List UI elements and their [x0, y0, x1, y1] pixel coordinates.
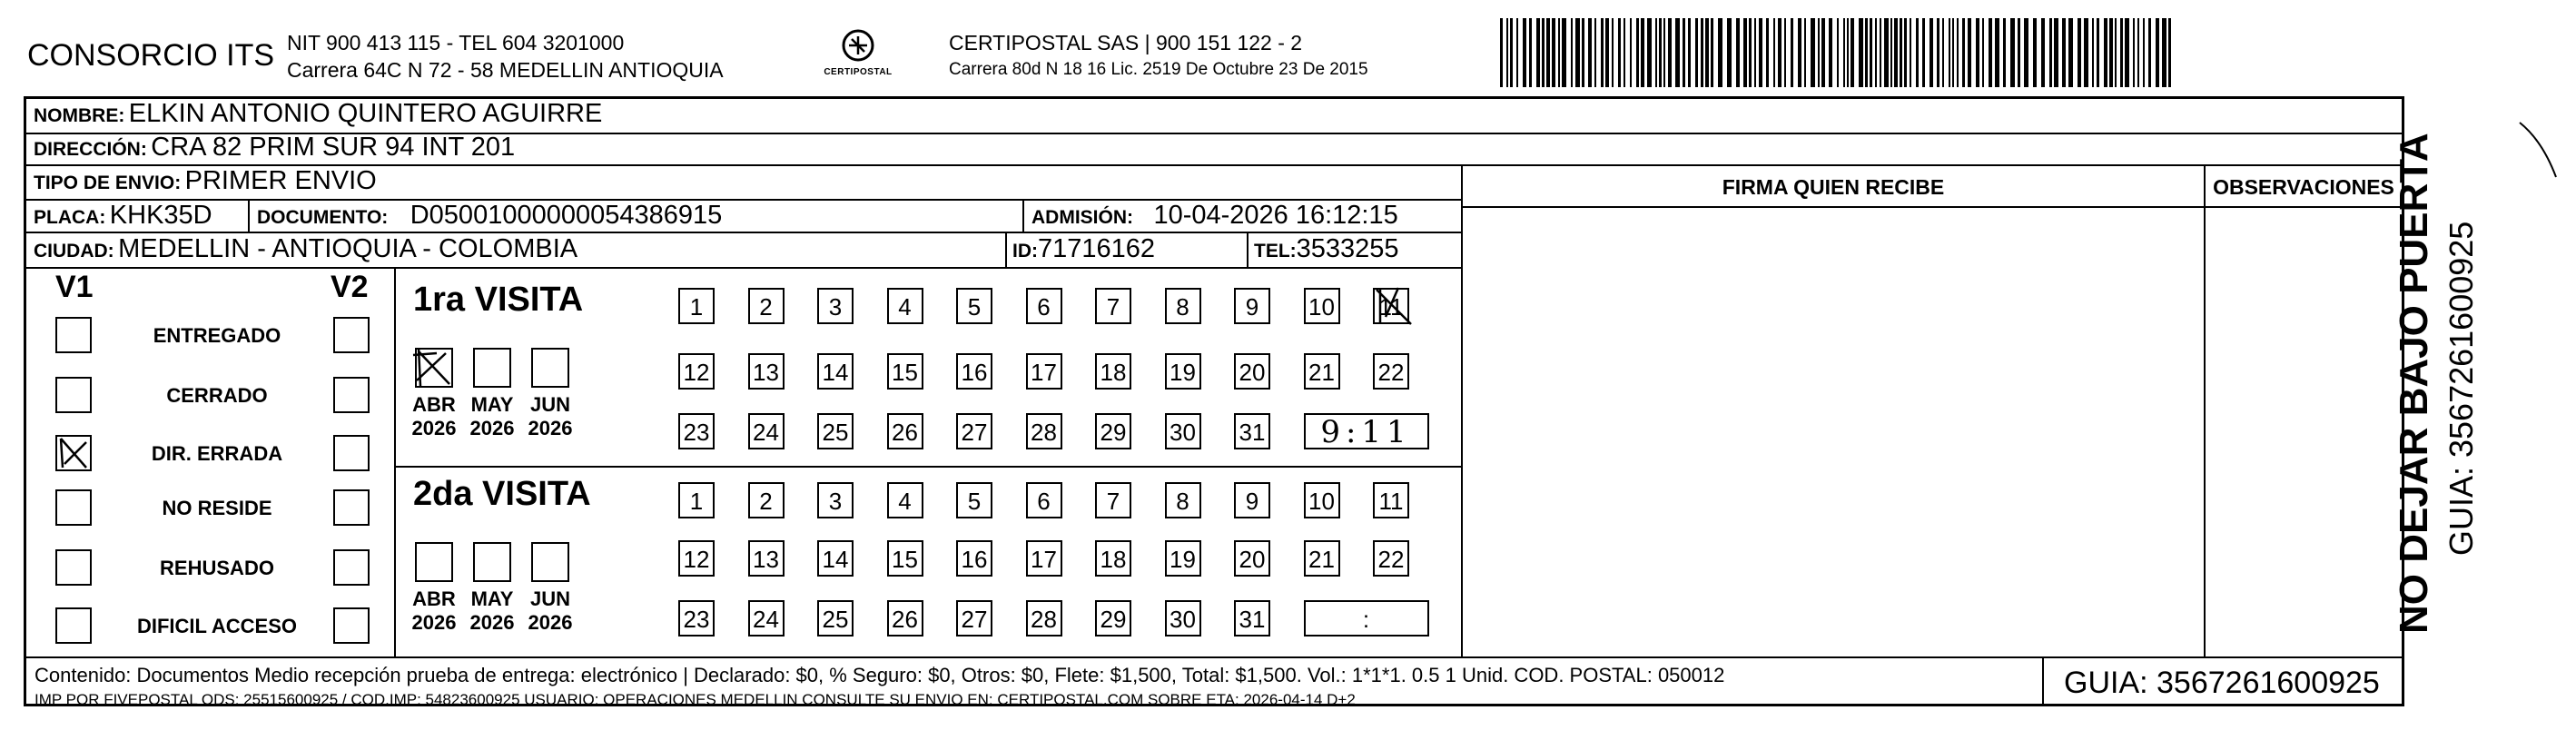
recipient-address: DIRECCIÓN: CRA 82 PRIM SUR 94 INT 201 [34, 133, 516, 162]
day-checkbox[interactable]: 7 [1095, 288, 1131, 324]
v2-checkbox[interactable] [333, 317, 370, 353]
day-checkbox[interactable]: 1 [678, 482, 715, 518]
v2-checkbox[interactable] [333, 435, 370, 471]
visit-time-box[interactable]: : [1304, 600, 1429, 637]
day-checkbox[interactable]: 9 [1234, 288, 1270, 324]
day-checkbox[interactable]: 16 [956, 540, 992, 577]
v2-header: V2 [331, 270, 369, 304]
status-label: NO RESIDE [162, 497, 272, 519]
v2-checkbox[interactable] [333, 549, 370, 586]
day-checkbox[interactable]: 27 [956, 413, 992, 449]
day-checkbox[interactable]: 26 [887, 600, 923, 637]
day-checkbox[interactable]: 14 [817, 353, 854, 390]
shipment-type: TIPO DE ENVIO: PRIMER ENVIO [34, 166, 377, 195]
v1-checkbox[interactable] [55, 317, 92, 353]
day-checkbox[interactable]: 13 [748, 540, 785, 577]
logo-text: CERTIPOSTAL [824, 67, 893, 77]
day-checkbox[interactable]: 22 [1373, 353, 1409, 390]
day-checkbox[interactable]: 11 [1373, 288, 1409, 324]
visit-time-box[interactable]: 9:11 [1304, 413, 1429, 449]
observations-area[interactable] [2206, 208, 2400, 655]
day-checkbox[interactable]: 29 [1095, 600, 1131, 637]
courier-info [949, 29, 1368, 84]
day-checkbox[interactable]: 7 [1095, 482, 1131, 518]
day-checkbox[interactable]: 21 [1304, 540, 1340, 577]
status-label: CERRADO [166, 384, 268, 407]
observations-header: OBSERVACIONES [2213, 175, 2394, 199]
day-checkbox[interactable]: 20 [1234, 353, 1270, 390]
content-details: Contenido: Documentos Medio recepción prueba de entrega: electrónico | Declarado: $0, % Seguro: $0, Otros: $0, Flete: $1,500, Total: $1,500. Vol.: 1*1*1. 0.5 1 Unid. COD. POSTAL: 050012 [35, 664, 1725, 686]
month-label: ABR 2026 [411, 393, 457, 439]
day-checkbox[interactable]: 1 [678, 288, 715, 324]
v1-checkbox[interactable] [55, 489, 92, 526]
day-checkbox[interactable]: 31 [1234, 600, 1270, 637]
tel-field: TEL:3533255 [1254, 234, 1399, 263]
day-checkbox[interactable]: 28 [1026, 413, 1062, 449]
status-label: DIR. ERRADA [151, 442, 283, 465]
day-checkbox[interactable]: 3 [817, 482, 854, 518]
company-name: CONSORCIO ITS [27, 38, 275, 73]
day-checkbox[interactable]: 16 [956, 353, 992, 390]
day-checkbox[interactable]: 21 [1304, 353, 1340, 390]
day-checkbox[interactable]: 13 [748, 353, 785, 390]
day-checkbox[interactable]: 20 [1234, 540, 1270, 577]
day-checkbox[interactable]: 19 [1165, 540, 1201, 577]
status-label: ENTREGADO [153, 324, 281, 347]
v1-checkbox[interactable] [55, 377, 92, 413]
check-mark-icon [410, 344, 457, 390]
day-checkbox[interactable]: 18 [1095, 540, 1131, 577]
day-checkbox[interactable]: 17 [1026, 540, 1062, 577]
month-label: ABR 2026 [411, 587, 457, 634]
document-field: DOCUMENTO: D05001000000054386915 [257, 201, 723, 230]
day-checkbox[interactable]: 2 [748, 288, 785, 324]
day-checkbox[interactable]: 3 [817, 288, 854, 324]
day-checkbox[interactable]: 25 [817, 600, 854, 637]
day-checkbox[interactable]: 15 [887, 353, 923, 390]
day-checkbox[interactable]: 12 [678, 540, 715, 577]
month-checkbox[interactable] [473, 348, 511, 388]
day-checkbox[interactable]: 11 [1373, 482, 1409, 518]
month-checkbox[interactable] [531, 542, 569, 582]
tracking-number: GUIA: 3567261600925 [2064, 666, 2380, 700]
month-checkbox[interactable] [531, 348, 569, 388]
side-tracking-number: GUIA: 3567261600925 [2443, 221, 2480, 556]
day-checkbox[interactable]: 6 [1026, 288, 1062, 324]
day-checkbox[interactable]: 19 [1165, 353, 1201, 390]
check-mark-icon [1371, 284, 1415, 328]
day-checkbox[interactable]: 5 [956, 482, 992, 518]
v2-checkbox[interactable] [333, 377, 370, 413]
print-details: IMP POR FIVEPOSTAL ODS: 25515600925 / COD.IMP: 54823600925 USUARIO: OPERACIONES MEDELLIN CONSULTE SU ENVIO EN: CERTIPOSTAL.COM SOBRE ETA: 2026-04-14 D+2 [35, 691, 1356, 708]
day-checkbox[interactable]: 29 [1095, 413, 1131, 449]
day-checkbox[interactable]: 14 [817, 540, 854, 577]
day-checkbox[interactable]: 6 [1026, 482, 1062, 518]
day-checkbox[interactable]: 10 [1304, 288, 1340, 324]
day-checkbox[interactable]: 23 [678, 413, 715, 449]
month-label: JUN 2026 [528, 587, 573, 634]
signature-header: FIRMA QUIEN RECIBE [1722, 175, 1945, 199]
v1-checkbox[interactable] [55, 435, 92, 471]
day-checkbox[interactable]: 18 [1095, 353, 1131, 390]
day-checkbox[interactable]: 31 [1234, 413, 1270, 449]
day-checkbox[interactable]: 26 [887, 413, 923, 449]
barcode [1500, 18, 2176, 87]
month-label: MAY 2026 [469, 393, 515, 439]
v1-header: V1 [55, 270, 94, 304]
certipostal-logo-icon [822, 25, 894, 91]
status-label: REHUSADO [160, 557, 274, 579]
day-checkbox[interactable]: 8 [1165, 482, 1201, 518]
plate-field: PLACA: KHK35D [34, 201, 212, 230]
company-info [287, 29, 724, 84]
day-checkbox[interactable]: 30 [1165, 413, 1201, 449]
second-visit-title: 2da VISITA [413, 475, 591, 513]
month-checkbox[interactable] [473, 542, 511, 582]
day-checkbox[interactable]: 27 [956, 600, 992, 637]
first-visit-title: 1ra VISITA [413, 281, 584, 319]
id-field: ID:71716162 [1012, 234, 1156, 263]
day-checkbox[interactable]: 4 [887, 288, 923, 324]
day-checkbox[interactable]: 30 [1165, 600, 1201, 637]
month-checkbox[interactable] [415, 542, 453, 582]
month-label: MAY 2026 [469, 587, 515, 634]
status-label: DIFICIL ACCESO [136, 615, 297, 637]
day-checkbox[interactable]: 25 [817, 413, 854, 449]
day-checkbox[interactable]: 12 [678, 353, 715, 390]
v2-checkbox[interactable] [333, 607, 370, 644]
margin-mark [2515, 118, 2570, 182]
day-checkbox[interactable]: 22 [1373, 540, 1409, 577]
city-field: CIUDAD: MEDELLIN - ANTIOQUIA - COLOMBIA [34, 234, 578, 263]
v2-checkbox[interactable] [333, 489, 370, 526]
do-not-leave-warning: NO DEJAR BAJO PUERTA [2392, 133, 2436, 634]
day-checkbox[interactable]: 9 [1234, 482, 1270, 518]
address-line: Carrera 64C N 72 - 58 MEDELLIN ANTIOQUIA [287, 58, 724, 82]
day-checkbox[interactable]: 8 [1165, 288, 1201, 324]
nit-line: NIT 900 413 115 - TEL 604 3201000 [287, 31, 625, 54]
day-checkbox[interactable]: 23 [678, 600, 715, 637]
signature-area[interactable] [1463, 208, 2202, 655]
day-checkbox[interactable]: 15 [887, 540, 923, 577]
month-label: JUN 2026 [528, 393, 573, 439]
day-checkbox[interactable]: 5 [956, 288, 992, 324]
recipient-name: NOMBRE: ELKIN ANTONIO QUINTERO AGUIRRE [34, 99, 603, 128]
v1-checkbox[interactable] [55, 607, 92, 644]
day-checkbox[interactable]: 28 [1026, 600, 1062, 637]
admission-field: ADMISIÓN: 10-04-2026 16:12:15 [1031, 201, 1398, 230]
courier-license: Carrera 80d N 18 16 Lic. 2519 De Octubre 23 De 2015 [949, 60, 1368, 79]
courier-line: CERTIPOSTAL SAS | 900 151 122 - 2 [949, 31, 1303, 54]
month-checkbox[interactable] [415, 348, 453, 388]
v1-checkbox[interactable] [55, 549, 92, 586]
day-checkbox[interactable]: 10 [1304, 482, 1340, 518]
day-checkbox[interactable]: 24 [748, 600, 785, 637]
day-checkbox[interactable]: 24 [748, 413, 785, 449]
check-mark-icon [55, 435, 92, 471]
delivery-form [24, 96, 2404, 706]
day-checkbox[interactable]: 17 [1026, 353, 1062, 390]
day-checkbox[interactable]: 2 [748, 482, 785, 518]
day-checkbox[interactable]: 4 [887, 482, 923, 518]
